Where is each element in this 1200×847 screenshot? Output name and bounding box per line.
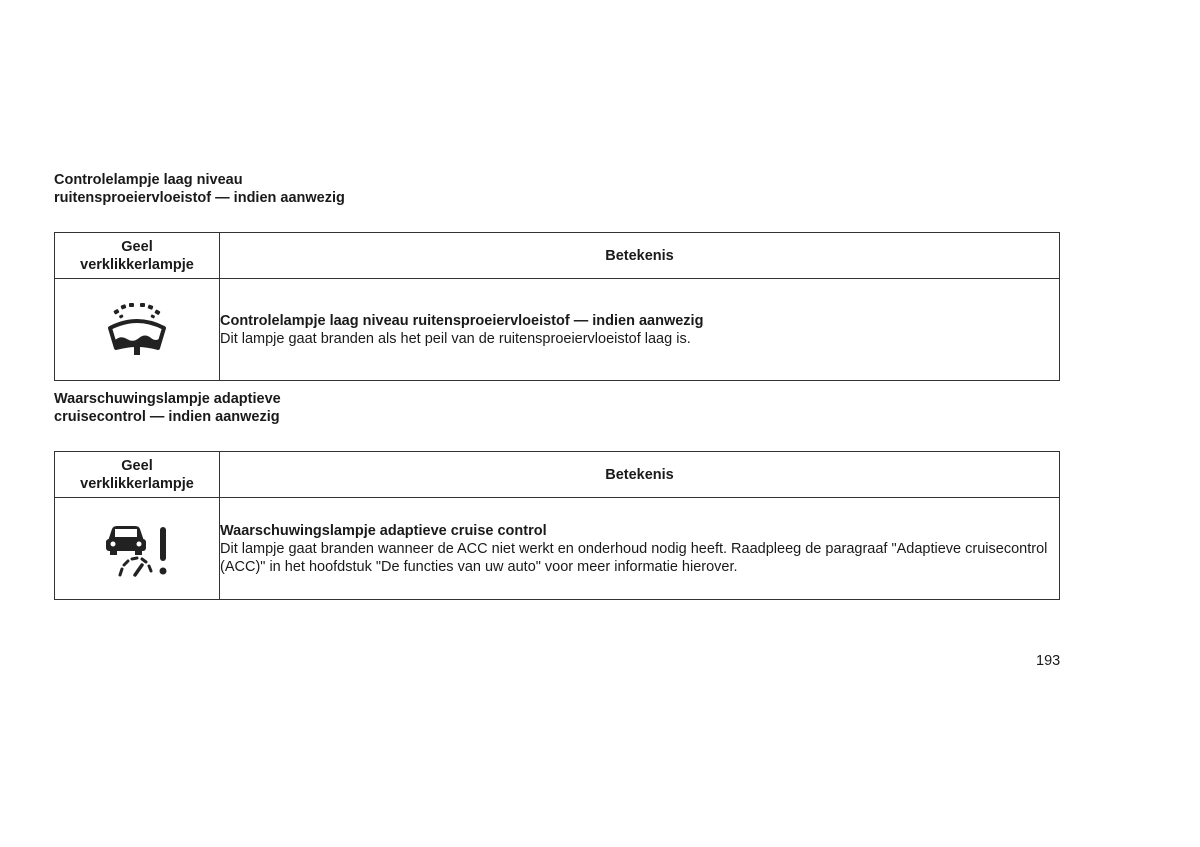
table-header-row [55,233,1060,279]
icon-cell [55,279,220,381]
icon-cell [55,498,220,600]
section-heading-adaptive-cruise [54,390,281,426]
description-body: Dit lampje gaat branden als het peil van de ruitensproeiervloeistof laag is. [220,330,691,347]
column-header-lamp-line: verklikkerlampje [80,256,194,273]
column-header-lamp-line: Geel [121,238,153,255]
column-header-lamp [55,452,220,498]
column-header-lamp-line: verklikkerlampje [80,475,194,492]
table-header-row [55,452,1060,498]
description-title: Controlelampje laag niveau ruitensproeiervloeistof — indien aanwezig [220,312,704,329]
page-number: 193 [1036,653,1061,669]
adaptive-cruise-lamp-table [54,451,1060,600]
section-heading-line: Waarschuwingslampje adaptieve [54,391,281,407]
description-cell [220,279,1060,381]
section-heading-line: ruitensproeiervloeistof — indien aanwezig [54,190,345,206]
table-row [55,279,1060,381]
washer-fluid-lamp-table [54,232,1060,381]
column-header-meaning: Betekenis [220,452,1060,498]
washer-fluid-low-icon [55,302,219,358]
description-title: Waarschuwingslampje adaptieve cruise control [220,522,547,539]
column-header-meaning: Betekenis [220,233,1060,279]
section-heading-line: cruisecontrol — indien aanwezig [54,409,280,425]
description-body: Dit lampje gaat branden wanneer de ACC niet werkt en onderhoud nodig heeft. Raadpleeg de paragraaf "Adaptieve cruisecontrol (ACC)" in het hoofdstuk "De functies van uw auto" voor meer informatie hierover. [220,540,1048,575]
table-row [55,498,1060,600]
column-header-lamp-line: Geel [121,457,153,474]
section-heading-line: Controlelampje laag niveau [54,172,243,188]
adaptive-cruise-warning-icon [55,519,219,579]
section-heading-washer-fluid [54,171,345,207]
description-cell [220,498,1060,600]
column-header-lamp [55,233,220,279]
